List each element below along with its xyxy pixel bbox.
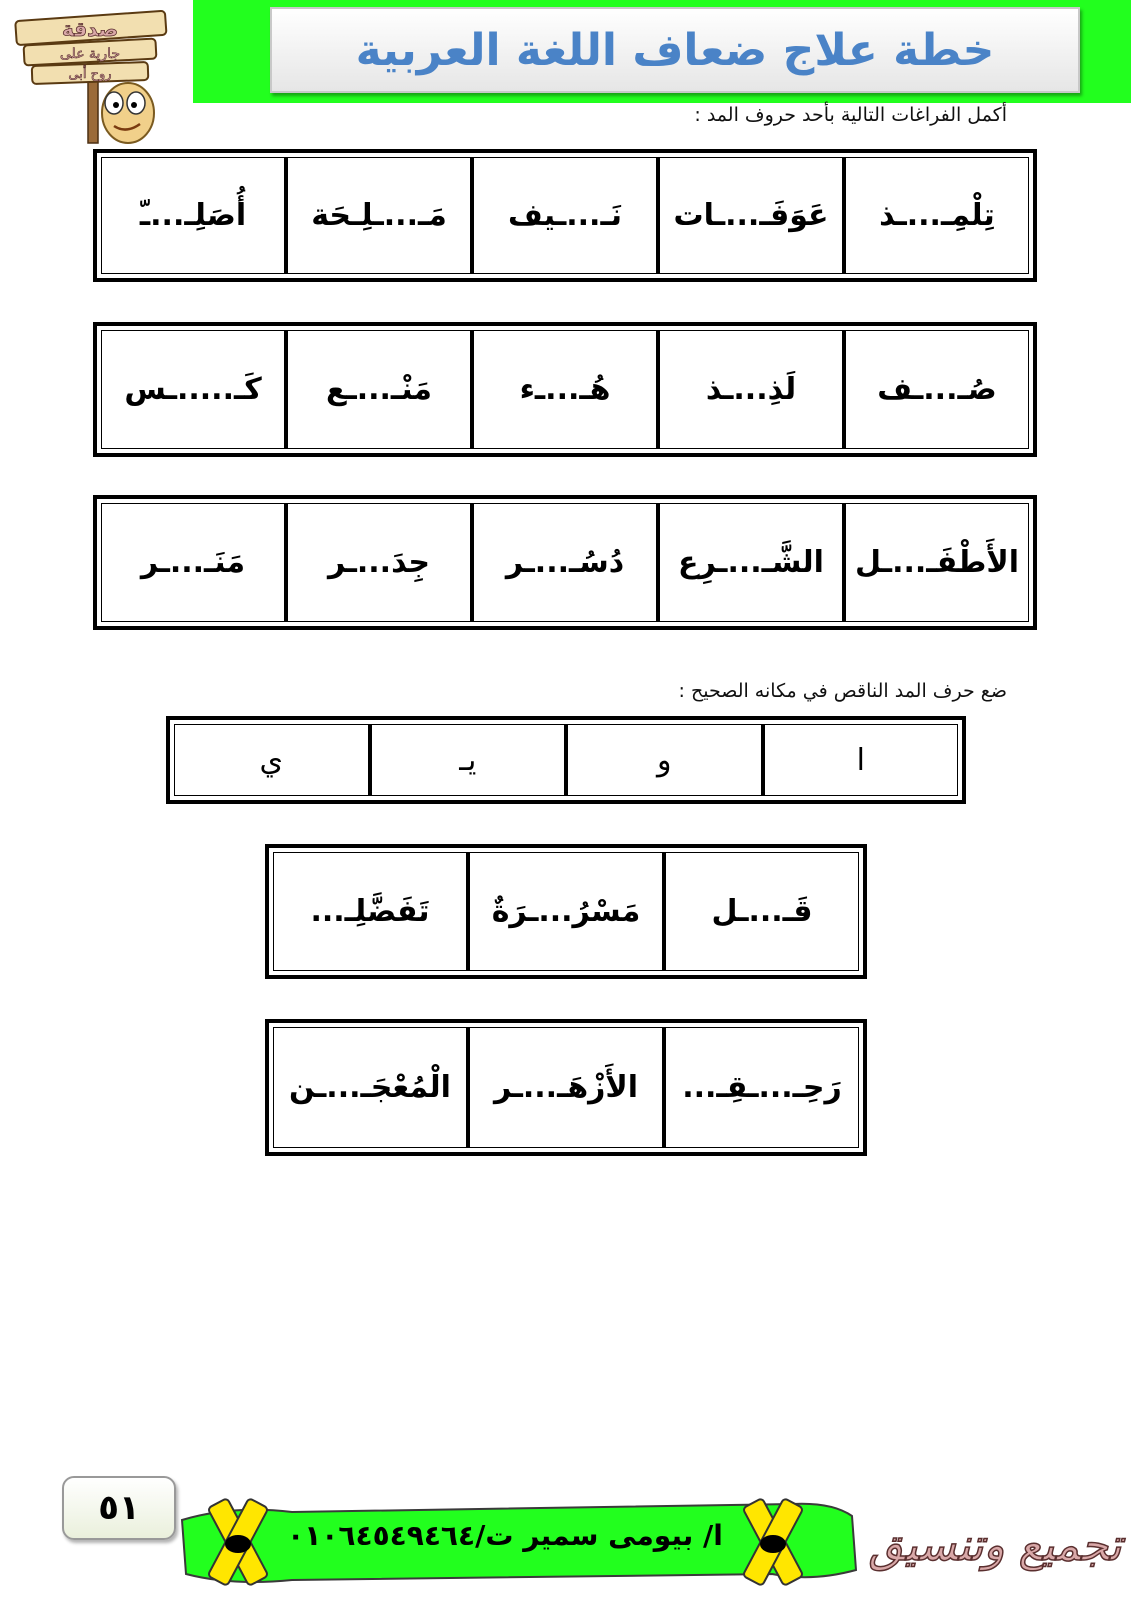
word-cell: مَسْرُ...ـرَةٌ <box>467 852 663 971</box>
word-cell: لَذِ...ـذ <box>657 330 843 449</box>
page-title: خطة علاج ضعاف اللغة العربية <box>355 24 995 76</box>
blanks-table-1 <box>93 149 1037 282</box>
word-cell: مَنَـ...ـر <box>101 503 285 622</box>
word-cell: أُصَلِـ...ـّ <box>101 157 285 274</box>
instruction-place-letter: ضع حرف المد الناقص في مكانه الصحيح : <box>678 680 1007 702</box>
placement-table-2 <box>265 1019 867 1156</box>
word-cell: الْمُعْجَـ...ـن <box>273 1027 467 1148</box>
blanks-table-3 <box>93 495 1037 630</box>
word-cell: هُـ...ـء <box>471 330 657 449</box>
logo-line-3: روح أبى <box>68 67 112 82</box>
title-box <box>270 7 1080 93</box>
author-credit: ا/ بيومى سمير ت/٠١٠٦٤٥٤٩٤٦٤ <box>287 1518 723 1552</box>
logo-line-1: صدقة <box>61 17 119 41</box>
word-cell: عَوَفَـ...ـات <box>657 157 843 274</box>
compiled-by-signature: تجميع وتنسيق <box>868 1519 1122 1571</box>
letter-cell: يـ <box>369 724 566 796</box>
word-cell: تِلْمِـ...ـذ <box>843 157 1029 274</box>
word-cell: مَـ...ـلِـحَة <box>285 157 471 274</box>
word-cell: تَفَضَّلِـ... <box>273 852 467 971</box>
word-cell: قَـ...ـل <box>663 852 859 971</box>
letter-cell: ا <box>762 724 959 796</box>
word-cell: رَحِـ...ـقِـ... <box>663 1027 859 1148</box>
word-cell: الأَزْهَـ...ـر <box>467 1027 663 1148</box>
word-cell: الشَّـ...ـرِع <box>657 503 843 622</box>
blanks-table-2 <box>93 322 1037 457</box>
page-number: ٥١ <box>62 1476 176 1540</box>
letter-cell: ي <box>174 724 369 796</box>
word-cell: نَـ...ـيف <box>471 157 657 274</box>
placement-table-1 <box>265 844 867 979</box>
word-cell: جِدَ...ـر <box>285 503 471 622</box>
word-cell: الأَطْفَـ...ـل <box>843 503 1029 622</box>
letters-table <box>166 716 966 804</box>
mascot-sign-logo <box>10 8 170 148</box>
instruction-complete-blanks: أكمل الفراغات التالية بأحد حروف المد : <box>694 104 1007 126</box>
word-cell: كَـ.....ـس <box>101 330 285 449</box>
logo-line-2: جارية على <box>59 46 121 62</box>
word-cell: مَنْـ...ـع <box>285 330 471 449</box>
letter-cell: و <box>565 724 762 796</box>
word-cell: دُسُـ...ـر <box>471 503 657 622</box>
word-cell: صُـ...ـف <box>843 330 1029 449</box>
